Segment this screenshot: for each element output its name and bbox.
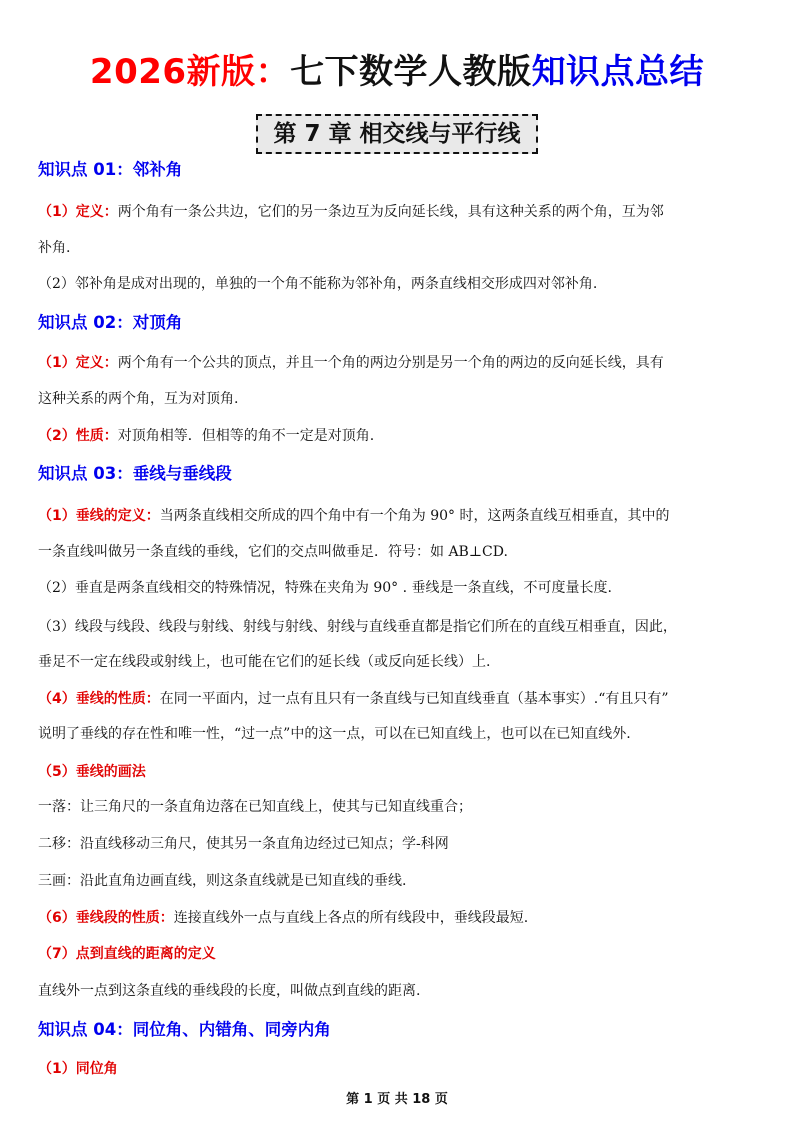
- kp04-line1: [38, 1058, 118, 1080]
- kp02-heading: 知识点 02：对顶角: [38, 313, 183, 332]
- kp02-def-text: 两个角有一个公共的顶点，并且一个角的两边分别是另一个角的两边的反向延长线，具有: [117, 355, 664, 371]
- kp04-heading: 知识点 04：同位角、内错角、同旁内角: [38, 1020, 331, 1039]
- kp03-def-text: 当两条直线相交所成的四个角中有一个角为 90° 时，这两条直线互相垂直，其中的: [159, 508, 670, 524]
- kp02-def-label: （1）定义：: [38, 355, 118, 371]
- kp03-line4: [38, 688, 669, 710]
- kp02-prop-text: 对顶角相等．但相等的角不一定是对顶角.: [117, 428, 375, 444]
- kp03-prop-label: （4）垂线的性质：: [38, 691, 160, 707]
- kp03-drawing-label: （5）垂线的画法: [38, 764, 146, 780]
- kp03-segment-text: 连接直线外一点与直线上各点的所有线段中，垂线段最短.: [173, 910, 529, 926]
- kp03-line2: （2）垂直是两条直线相交的特殊情况，特殊在夹角为 90° . 垂线是一条直线，不可度量长度.: [38, 580, 612, 596]
- kp01-line1b: 补角.: [38, 240, 71, 256]
- kp03-prop-text: 在同一平面内，过一点有且只有一条直线与已知直线垂直（基本事实）.“有且只有”: [159, 691, 669, 707]
- kp04-corresponding-label: （1）同位角: [38, 1061, 118, 1077]
- kp03-step1: 一落：让三角尺的一条直角边落在已知直线上，使其与已知直线重合；: [38, 799, 472, 815]
- kp03-line1b: 一条直线叫做另一条直线的垂线，它们的交点叫做垂足．符号：如 AB⊥CD.: [38, 544, 508, 560]
- kp03-segment-label: （6）垂线段的性质：: [38, 910, 174, 926]
- kp03-heading: 知识点 03：垂线与垂线段: [38, 464, 232, 483]
- document-title: [0, 50, 794, 94]
- kp03-step2: 二移：沿直线移动三角尺，使其另一条直角边经过已知点；学-科网: [38, 836, 449, 852]
- kp02-line1: [38, 352, 664, 374]
- kp02-line1b: 这种关系的两个角，互为对顶角.: [38, 391, 239, 407]
- kp03-line7b: 直线外一点到这条直线的垂线段的长度，叫做点到直线的距离.: [38, 983, 421, 999]
- kp03-line6: [38, 907, 528, 929]
- page-footer: 第 1 页 共 18 页: [346, 1092, 448, 1107]
- kp03-line3: （3）线段与线段、线段与射线、射线与射线、射线与直线垂直都是指它们所在的直线互相垂直，因此，: [38, 619, 677, 635]
- title-part-year: 2026新版：: [89, 52, 291, 92]
- kp01-line1: [38, 201, 664, 223]
- kp02-line2: [38, 425, 374, 447]
- kp03-line4b: 说明了垂线的存在性和唯一性，“过一点”中的这一点，可以在已知直线上，也可以在已知直线外.: [38, 726, 631, 742]
- kp03-line1: [38, 505, 669, 527]
- title-part-subject: 七下数学人教版: [290, 52, 532, 92]
- kp02-prop-label: （2）性质：: [38, 428, 118, 444]
- kp03-line5: [38, 761, 146, 783]
- kp01-heading: 知识点 01：邻补角: [38, 160, 183, 179]
- kp01-def-text: 两个角有一条公共边，它们的另一条边互为反向延长线，具有这种关系的两个角，互为邻: [117, 204, 664, 220]
- kp03-line7: [38, 943, 216, 965]
- kp03-distance-label: （7）点到直线的距离的定义: [38, 946, 216, 962]
- kp01-def-label: （1）定义：: [38, 204, 118, 220]
- kp03-step3: 三画：沿此直角边画直线，则这条直线就是已知直线的垂线.: [38, 873, 407, 889]
- chapter-heading: 第 7 章 相交线与平行线: [256, 114, 538, 154]
- title-part-summary: 知识点总结: [531, 52, 705, 92]
- kp03-line3b: 垂足不一定在线段或射线上，也可能在它们的延长线（或反向延长线）上.: [38, 654, 491, 670]
- kp01-line2: （2）邻补角是成对出现的，单独的一个角不能称为邻补角，两条直线相交形成四对邻补角.: [38, 276, 598, 292]
- kp03-def-label: （1）垂线的定义：: [38, 508, 160, 524]
